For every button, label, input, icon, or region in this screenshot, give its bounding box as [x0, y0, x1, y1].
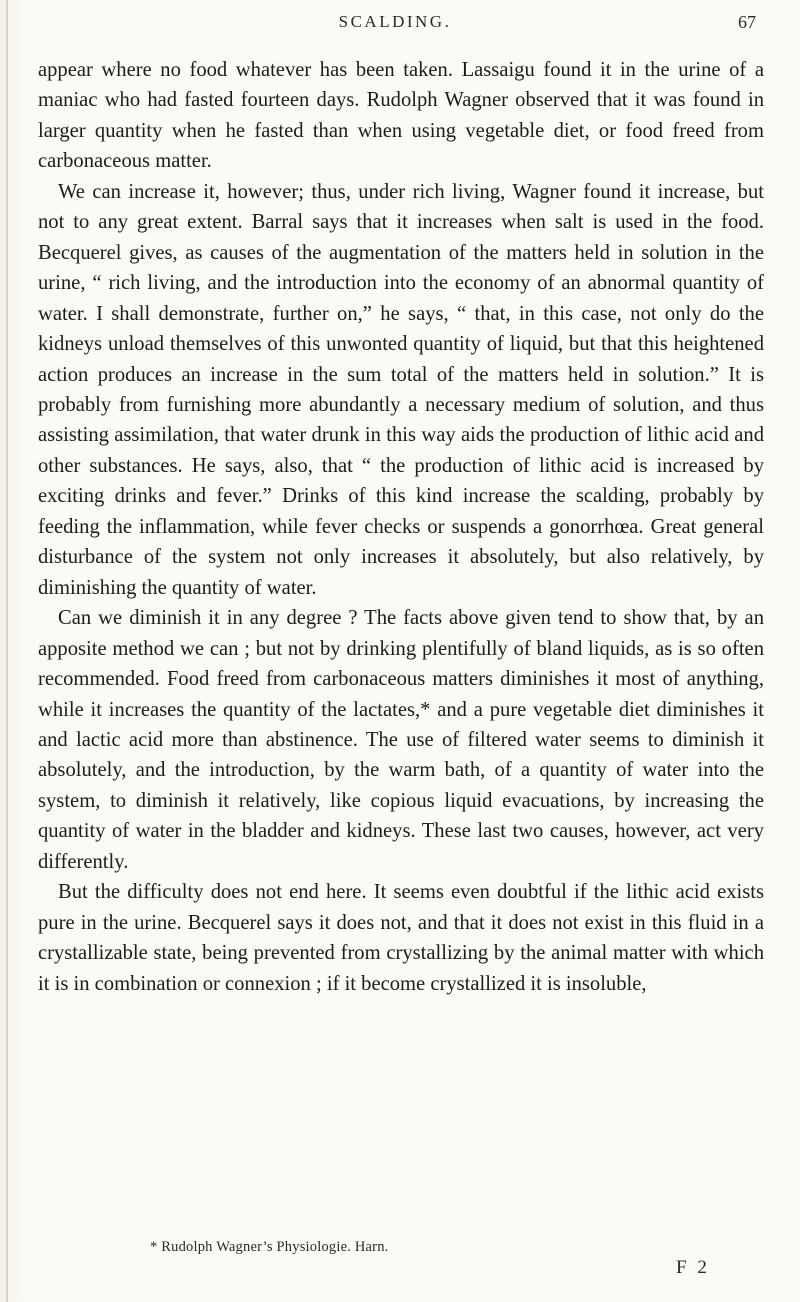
signature-mark: F 2 [676, 1257, 710, 1278]
paragraph-difficulty: But the difficulty does not end here. It seems even doubtful if the lithic acid exists pure in the urine. Becquerel says it does not, and that it does not exist in this fluid in a crystallizable state, being prevented from crystallizing by the animal matter with which it is in combination or connexion ; if it become crystallized it is insoluble, [38, 881, 764, 995]
paragraph-continued: appear where no food whatever has been taken. Lassaigu found it in the urine of a maniac who had fasted fourteen days. Rudolph Wagner observed that it was found in larger quantity when he fasted than when using vegetable diet, or food freed from carbonaceous matter. [38, 59, 764, 173]
running-title: SCALDING. [338, 12, 452, 31]
paragraph-increase: We can increase it, however; thus, under rich living, Wagner found it increase, but not to any great extent. Barral says that it increases when salt is used in the food. Becquerel gives, as causes of the augmentation of the matters held in solution in the urine, “ rich living, and the introduction into the economy of an abnormal quantity of water. I shall demonstrate, further on,” he says, “ that, in this case, not only do the kidneys unload themselves of this unwonted quantity of liquid, but that this heightened action produces an increase in the sum total of the matters held in solution.” It is probably from furnishing more abundantly a necessary medium of solution, and thus assisting assimilation, that water drunk in this way aids the production of lithic acid and other substances. He says, also, that “ the production of lithic acid is increased by exciting drinks and fever.” Drinks of this kind increase the scalding, probably by feeding the inflammation, while fever checks or suspends a gonorrhœa. Great general disturbance of the system not only increases it absolutely, but also relatively, by diminishing the quantity of water. [38, 180, 764, 599]
footnote: * Rudolph Wagner’s Physiologie. Harn. [150, 1239, 389, 1255]
paragraph-diminish: Can we diminish it in any degree ? The facts above given tend to show that, by an apposite method we can ; but not by drinking plentifully of bland liquids, as is so often recommended. Food freed from carbonaceous matters diminishes it most of anything, while it increases the quantity of the lactates,* and a pure vegetable diet diminishes it and lactic acid more than abstinence. The use of filtered water seems to diminish it absolutely, and the introduction, by the warm bath, of a quantity of water into the system, to diminish it relatively, like copious liquid evacuations, by increasing the quantity of water in the bladder and kidneys. These last two causes, however, act very differently. [38, 607, 764, 873]
page-gutter-shadow [6, 0, 8, 1302]
page-number: 67 [738, 12, 756, 32]
body-text [38, 55, 764, 999]
running-head [0, 12, 800, 42]
